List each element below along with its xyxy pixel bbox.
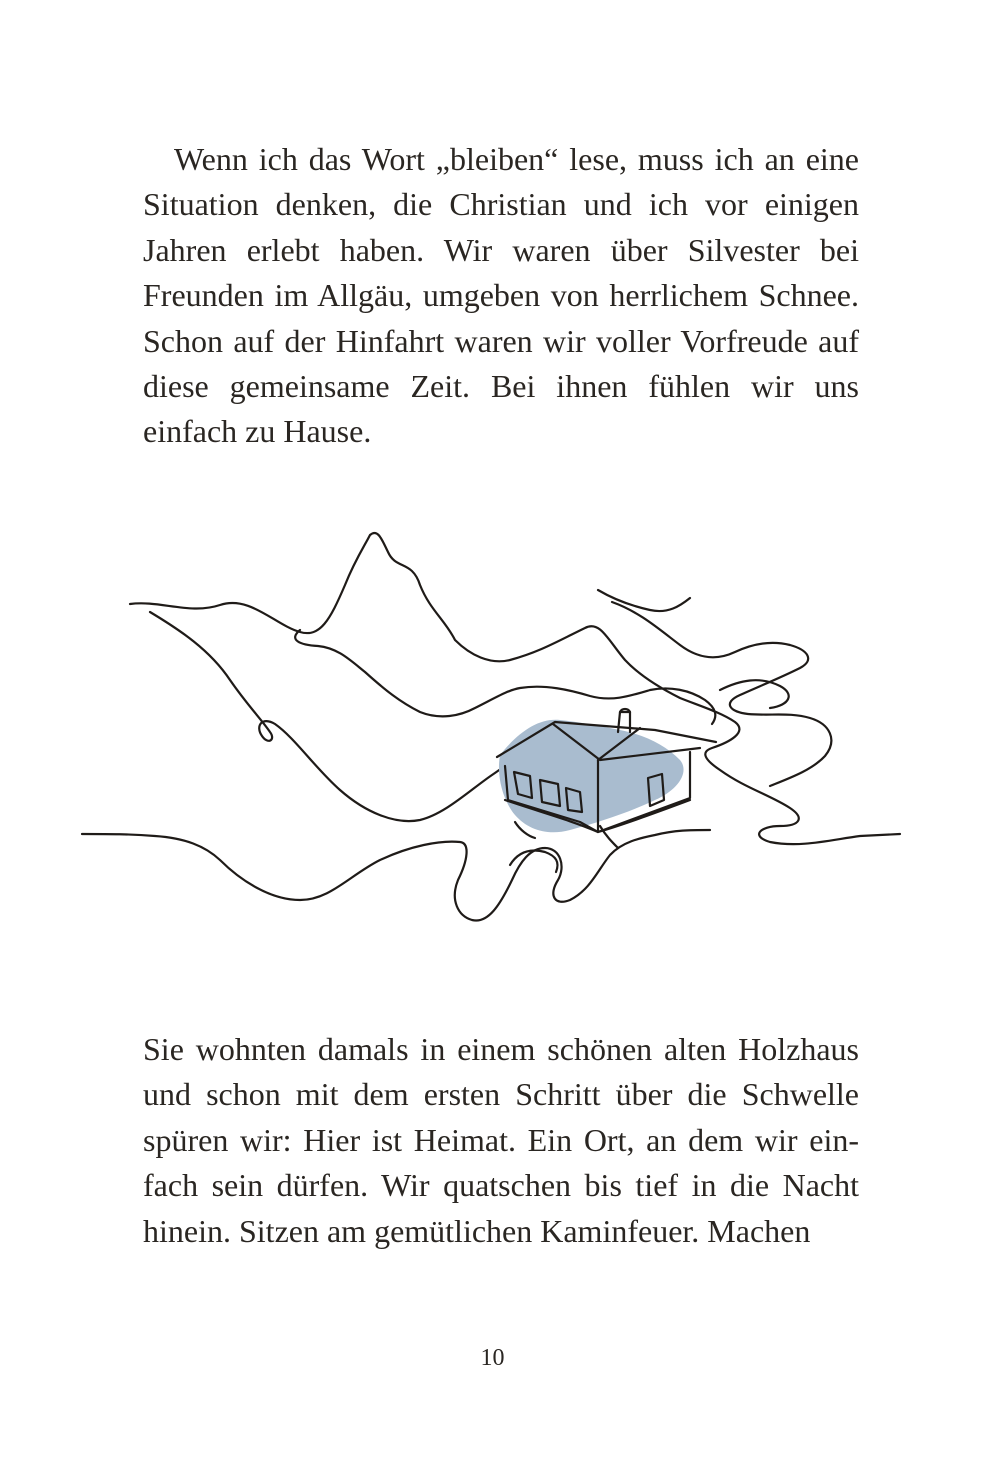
paragraph-2: Sie wohnten damals in einem schönen alten Holzhaus und schon mit dem ersten Schritt über die Schwelle spüren wir: Hier ist Heimat. Ein Ort, an dem wir einfach sein dürfen. Wir quatschen bis tief in die Nacht hinein. Sitzen am gemütlichen Kaminfeuer. Machen xyxy=(143,1031,859,1249)
mountain-cabin-illustration xyxy=(0,510,985,940)
cabin xyxy=(497,709,716,832)
page-number: 10 xyxy=(480,1345,505,1371)
paragraph-1: Wenn ich das Wort „bleiben“ lese, muss ich an eine Situation denken, die Christian und ich vor einigen Jahren erlebt haben. Wir waren über Silvester bei Freunden im Allgäu, umgeben von herrlichem Schnee. Schon auf der Hinfahrt waren wir voller Vorfreude auf diese gemeinsame Zeit. Bei ihnen fühlen wir uns einfach zu Hause. xyxy=(143,141,859,450)
mountain-line-art xyxy=(82,533,900,921)
